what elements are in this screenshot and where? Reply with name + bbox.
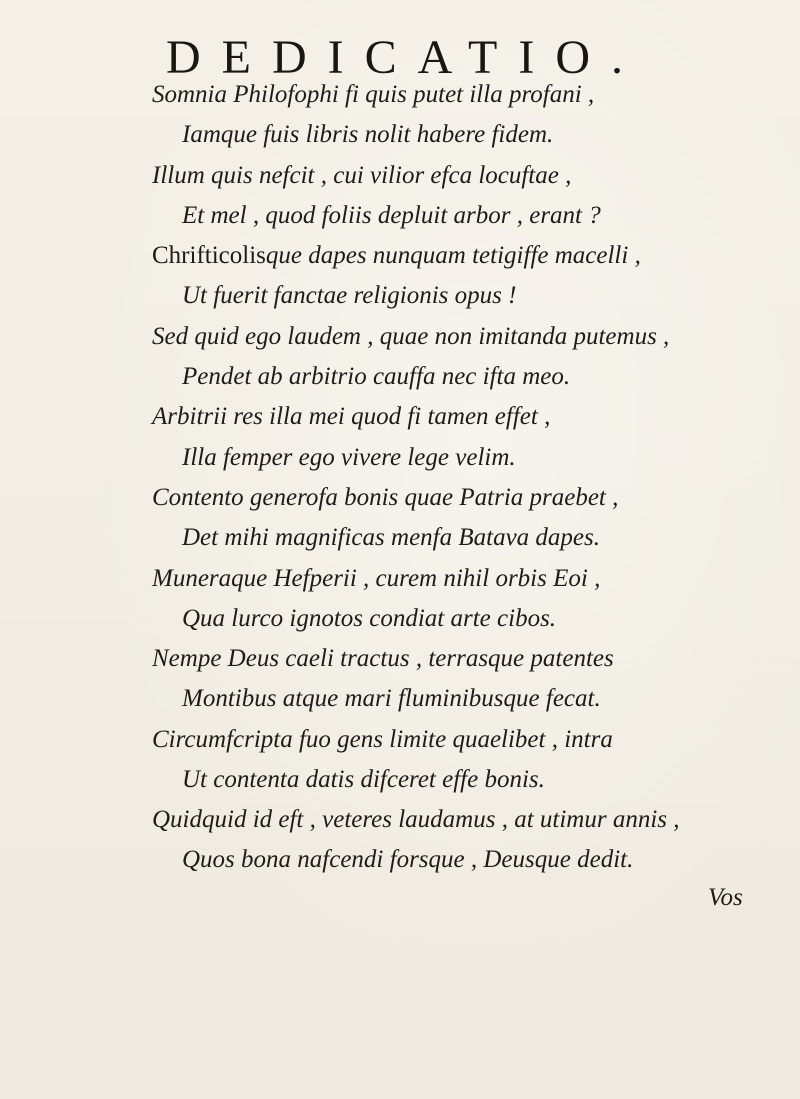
verse-line: Arbitrii res illa mei quod fi tamen effet ,: [152, 403, 551, 430]
verse-line: Illum quis nefcit , cui vilior efca locuftae ,: [152, 162, 572, 189]
verse-line: Et mel , quod foliis depluit arbor , erant ?: [182, 202, 601, 229]
verse-line: Ut fuerit fanctae religionis opus !: [182, 282, 517, 309]
verse-line: Iamque fuis libris nolit habere fidem.: [182, 121, 554, 148]
verse-line: Muneraque Hefperii , curem nihil orbis Eoi ,: [152, 565, 601, 592]
verse-line: Chrifticolisque dapes nunquam tetigiffe macelli ,: [152, 242, 641, 269]
verse-line: Det mihi magnificas menfa Batava dapes.: [182, 524, 600, 551]
page-title: DEDICATIO.: [166, 31, 644, 84]
verse-line: Somnia Philofophi fi quis putet illa profani ,: [152, 81, 595, 108]
verse-prefix-roman: Chrifticolis: [152, 242, 266, 269]
verse-line: Sed quid ego laudem , quae non imitanda putemus ,: [152, 323, 670, 350]
verse-line: Qua lurco ignotos condiat arte cibos.: [182, 605, 557, 632]
verse-line: Contento generofa bonis quae Patria praebet ,: [152, 484, 619, 511]
verse-line: Quos bona nafcendi forsque , Deusque dedit.: [182, 846, 634, 873]
verse-line: Pendet ab arbitrio cauffa nec ifta meo.: [182, 363, 571, 390]
verse-line: Quidquid id eft , veteres laudamus , at utimur annis ,: [152, 806, 680, 833]
verse-line: Ut contenta datis difceret effe bonis.: [182, 766, 545, 793]
verse-line: Illa femper ego vivere lege velim.: [182, 444, 516, 471]
verse-line: Circumfcripta fuo gens limite quaelibet , intra: [152, 726, 613, 753]
verse-line: Montibus atque mari fluminibusque fecat.: [182, 685, 601, 712]
catchword: Vos: [708, 884, 743, 911]
verse-line: Nempe Deus caeli tractus , terrasque patentes: [152, 645, 614, 672]
